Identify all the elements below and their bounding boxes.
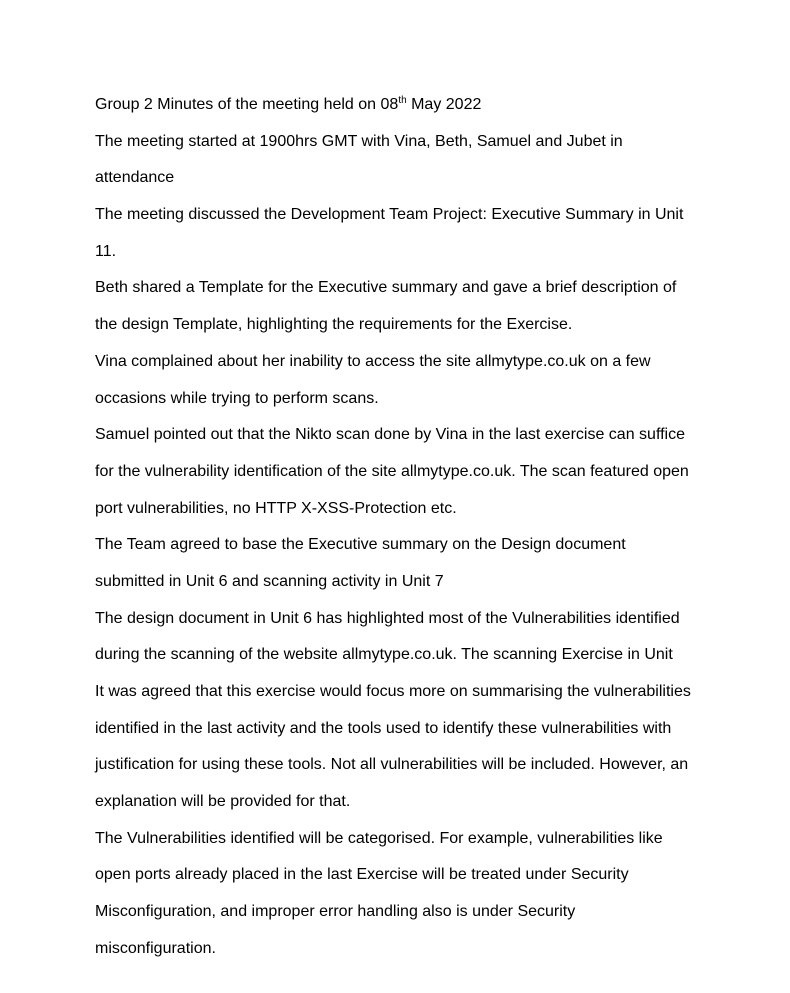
- document-page: [95, 93, 700, 974]
- text-line: The Team agreed to base the Executive summary on the Design document: [95, 536, 626, 554]
- text-line: the design Template, highlighting the requirements for the Exercise.: [95, 316, 573, 334]
- text-line: submitted in Unit 6 and scanning activity in Unit 7: [95, 572, 444, 590]
- text-line: explanation will be provided for that.: [95, 793, 351, 811]
- text-line: The Vulnerabilities identified will be categorised. For example, vulnerabilities like: [95, 829, 663, 847]
- text-line: It was agreed that this exercise would focus more on summarising the vulnerabilities: [95, 683, 691, 700]
- text-line: Samuel pointed out that the Nikto scan done by Vina in the last exercise can suffice: [95, 426, 685, 444]
- text-line: misconfiguration.: [95, 939, 216, 957]
- text-line: 11.: [95, 242, 117, 260]
- text-line: identified in the last activity and the tools used to identify these vulnerabilities with: [95, 719, 672, 737]
- text-line: The meeting discussed the Development Team Project: Executive Summary in Unit: [95, 206, 684, 224]
- text-line: during the scanning of the website allmytype.co.uk. The scanning Exercise in Unit: [95, 646, 673, 664]
- document-title: [95, 93, 700, 130]
- text-line: for the vulnerability identification of the site allmytype.co.uk. The scan featured open: [95, 462, 689, 480]
- title-ordinal-suffix: th: [398, 95, 407, 106]
- text-line: Misconfiguration, and improper error handling also is under Security: [95, 903, 576, 921]
- text-line: occasions while trying to perform scans.: [95, 389, 379, 407]
- text-line: The meeting started at 1900hrs GMT with Vina, Beth, Samuel and Jubet in: [95, 132, 623, 150]
- text-line: attendance: [95, 169, 175, 187]
- text-line: open ports already placed in the last Exercise will be treated under Security: [95, 866, 629, 884]
- text-line: The design document in Unit 6 has highlighted most of the Vulnerabilities identified: [95, 609, 680, 627]
- text-line: port vulnerabilities, no HTTP X-XSS-Protection etc.: [95, 499, 457, 517]
- text-line: justification for using these tools. Not all vulnerabilities will be included. However, an: [95, 756, 689, 774]
- text-line: Beth shared a Template for the Executive summary and gave a brief description of: [95, 279, 677, 297]
- text-line: Vina complained about her inability to access the site allmytype.co.uk on a few: [95, 352, 651, 370]
- title-rest: May 2022: [406, 96, 482, 113]
- title-prefix: Group 2 Minutes of the meeting held on 08: [95, 96, 399, 113]
